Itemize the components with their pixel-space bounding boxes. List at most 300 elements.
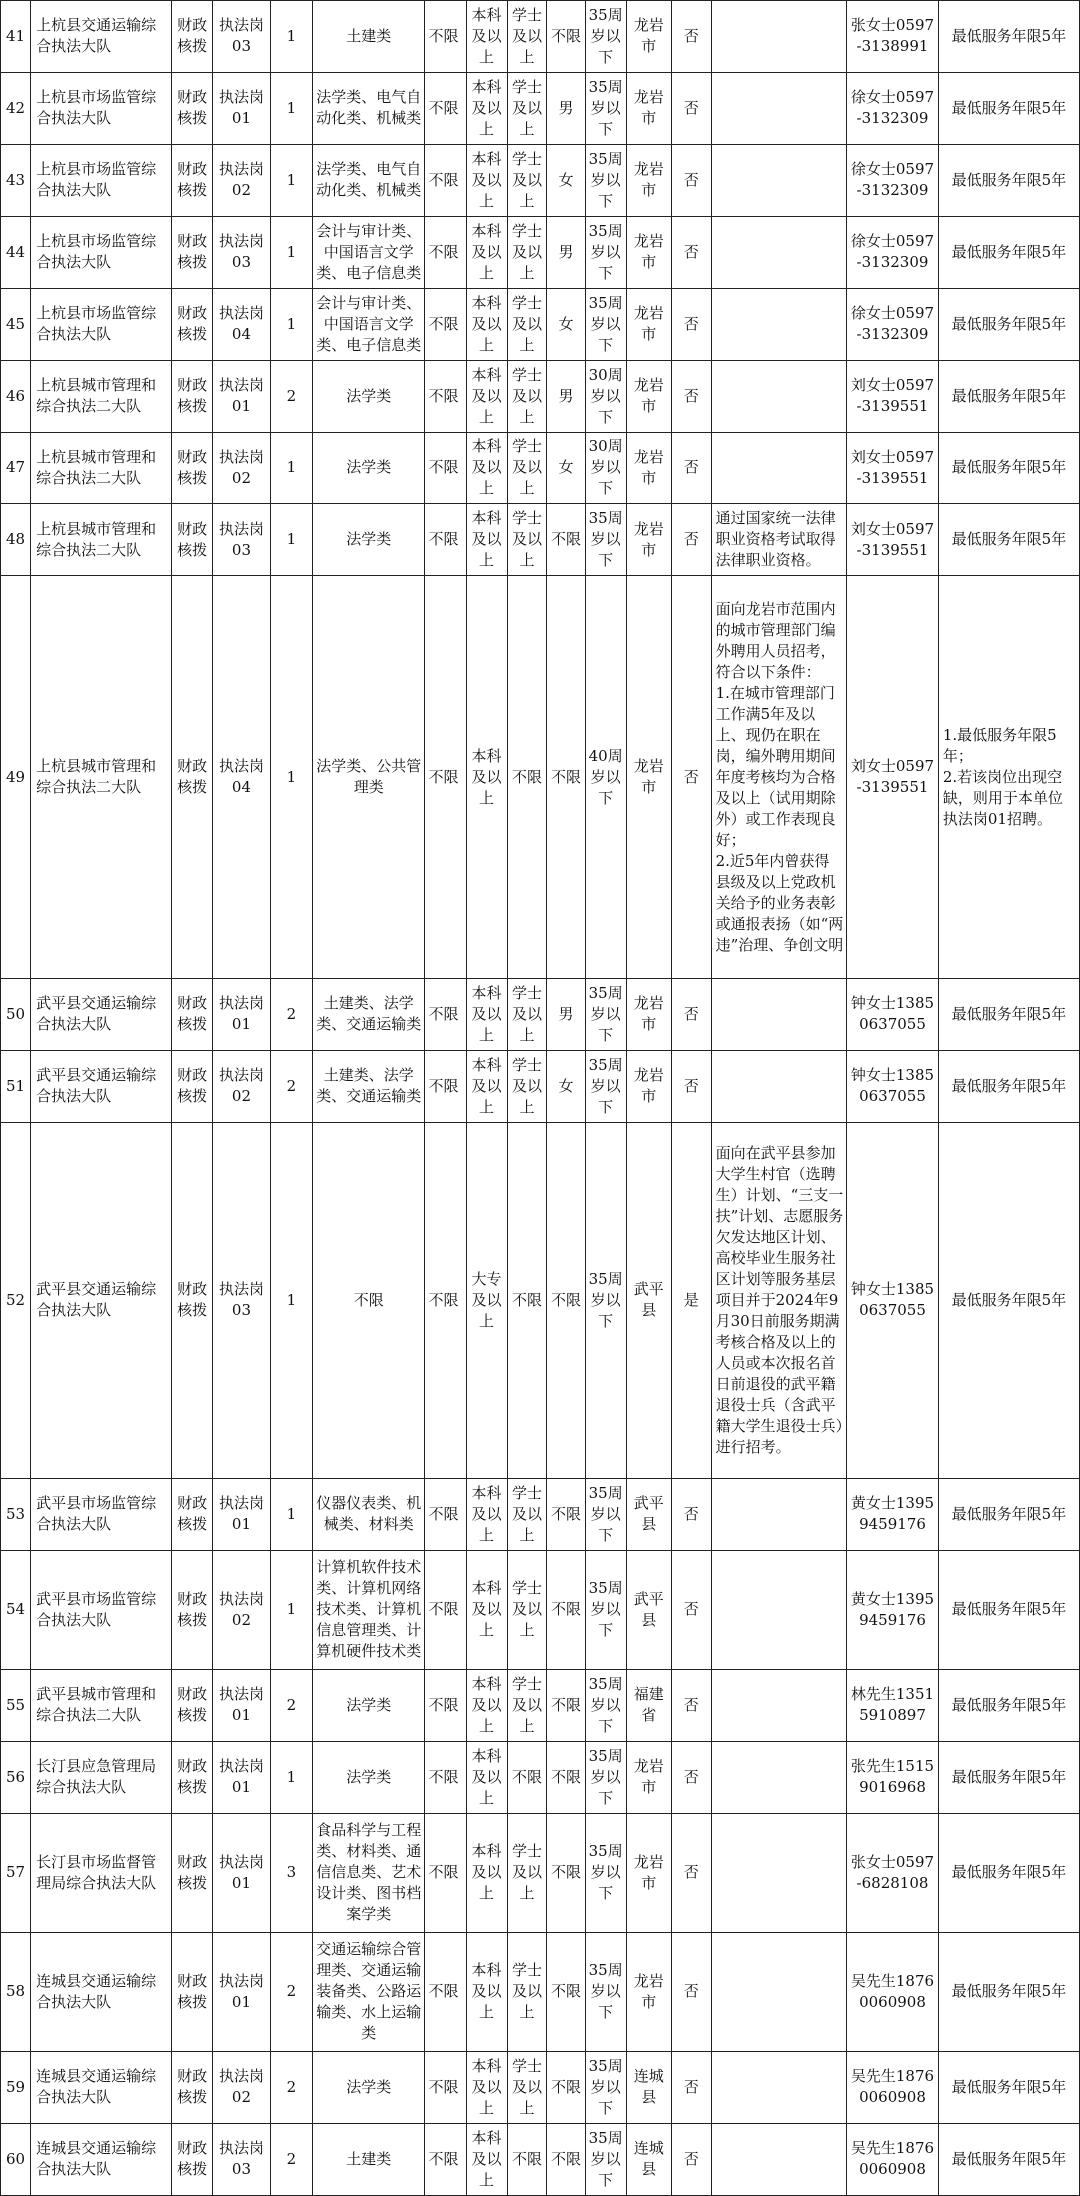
row-number-cell: 57: [1, 1813, 31, 1932]
other-requirement-cell: 不限: [425, 1669, 466, 1741]
unit-name-cell: 上杭县城市管理和综合执法二大队: [31, 504, 172, 576]
table-row: [1, 576, 1080, 978]
degree-cell: 学士及以上: [507, 432, 547, 504]
education-cell: 本科及以上: [466, 2051, 507, 2123]
funding-type-cell: 财政核拨: [172, 2123, 213, 2195]
unit-name-cell: 武平县交通运输综合执法大队: [31, 1122, 172, 1478]
funding-type-cell: 财政核拨: [172, 432, 213, 504]
post-code-cell: 执法岗03: [213, 504, 271, 576]
headcount-cell: 2: [270, 360, 312, 432]
gender-cell: 不限: [547, 1741, 585, 1813]
gender-cell: 不限: [547, 2123, 585, 2195]
education-cell: 本科及以上: [466, 978, 507, 1050]
conditions-note-cell: [711, 144, 847, 216]
household-region-cell: 武平县: [626, 1550, 671, 1669]
remark-cell: 最低服务年限5年: [938, 2123, 1079, 2195]
age-limit-cell: 35周岁以下: [585, 1669, 626, 1741]
degree-cell: 学士及以上: [507, 1478, 547, 1550]
conditions-note-cell: [711, 1932, 847, 2051]
gender-cell: 不限: [547, 1122, 585, 1478]
degree-cell: 不限: [507, 576, 547, 978]
household-region-cell: 龙岩市: [626, 1741, 671, 1813]
other-requirement-cell: 不限: [425, 360, 466, 432]
other-requirement-cell: 不限: [425, 1478, 466, 1550]
age-limit-cell: 35周岁以下: [585, 1122, 626, 1478]
gender-cell: 女: [547, 432, 585, 504]
degree-cell: 学士及以上: [507, 1932, 547, 2051]
post-code-cell: 执法岗01: [213, 1741, 271, 1813]
contact-cell: 黄女士13959459176: [847, 1478, 939, 1550]
contact-cell: 钟女士13850637055: [847, 1050, 939, 1122]
funding-type-cell: 财政核拨: [172, 144, 213, 216]
education-cell: 本科及以上: [466, 72, 507, 144]
major-requirement-cell: 计算机软件技术类、计算机网络技术类、计算机信息管理类、计算机硬件技术类: [313, 1550, 425, 1669]
row-number-cell: 53: [1, 1478, 31, 1550]
degree-cell: 学士及以上: [507, 360, 547, 432]
unit-name-cell: 武平县交通运输综合执法大队: [31, 1050, 172, 1122]
age-limit-cell: 35周岁以下: [585, 1478, 626, 1550]
degree-cell: 学士及以上: [507, 1050, 547, 1122]
contact-cell: 吴先生18760060908: [847, 2123, 939, 2195]
age-limit-cell: 35周岁以下: [585, 1050, 626, 1122]
education-cell: 本科及以上: [466, 432, 507, 504]
table-row: [1, 1, 1080, 73]
table-row: [1, 1550, 1080, 1669]
post-code-cell: 执法岗01: [213, 1478, 271, 1550]
row-number-cell: 59: [1, 2051, 31, 2123]
unit-name-cell: 武平县城市管理和综合执法二大队: [31, 1669, 172, 1741]
directional-cell: 否: [671, 1932, 711, 2051]
post-code-cell: 执法岗02: [213, 1050, 271, 1122]
headcount-cell: 2: [270, 2051, 312, 2123]
post-code-cell: 执法岗01: [213, 1813, 271, 1932]
post-code-cell: 执法岗01: [213, 978, 271, 1050]
remark-cell: 最低服务年限5年: [938, 1478, 1079, 1550]
headcount-cell: 2: [270, 2123, 312, 2195]
remark-cell: 最低服务年限5年: [938, 1669, 1079, 1741]
post-code-cell: 执法岗02: [213, 144, 271, 216]
headcount-cell: 2: [270, 1932, 312, 2051]
remark-cell: 最低服务年限5年: [938, 1932, 1079, 2051]
headcount-cell: 1: [270, 1122, 312, 1478]
conditions-note-cell: [711, 1550, 847, 1669]
directional-cell: 否: [671, 144, 711, 216]
major-requirement-cell: 会计与审计类、中国语言文学类、电子信息类: [313, 216, 425, 288]
age-limit-cell: 35周岁以下: [585, 2051, 626, 2123]
gender-cell: 不限: [547, 1550, 585, 1669]
directional-cell: 否: [671, 1741, 711, 1813]
conditions-note-cell: [711, 1669, 847, 1741]
table-row: [1, 1669, 1080, 1741]
headcount-cell: 1: [270, 576, 312, 978]
education-cell: 本科及以上: [466, 504, 507, 576]
table-row: [1, 432, 1080, 504]
degree-cell: 不限: [507, 2123, 547, 2195]
contact-cell: 吴先生18760060908: [847, 2051, 939, 2123]
contact-cell: 刘女士0597-3139551: [847, 360, 939, 432]
post-code-cell: 执法岗04: [213, 288, 271, 360]
conditions-note-cell: 面向在武平县参加大学生村官（选聘生）计划、“三支一扶”计划、志愿服务欠发达地区计划、高校毕业生服务社区计划等服务基层项目并于2024年9月30日前服务期满考核合格及以上的人员或本次报名首日前退役的武平籍退役士兵（含武平籍大学生退役士兵）进行招考。: [711, 1122, 847, 1478]
table-row: [1, 1122, 1080, 1478]
funding-type-cell: 财政核拨: [172, 360, 213, 432]
conditions-note-cell: [711, 1813, 847, 1932]
major-requirement-cell: 土建类、法学类、交通运输类: [313, 1050, 425, 1122]
table-body: [1, 1, 1080, 2196]
major-requirement-cell: 土建类: [313, 1, 425, 73]
conditions-note-cell: [711, 1478, 847, 1550]
unit-name-cell: 上杭县市场监管综合执法大队: [31, 288, 172, 360]
table-row: [1, 2123, 1080, 2195]
age-limit-cell: 35周岁以下: [585, 216, 626, 288]
age-limit-cell: 35周岁以下: [585, 1, 626, 73]
contact-cell: 张女士0597-3138991: [847, 1, 939, 73]
contact-cell: 刘女士0597-3139551: [847, 576, 939, 978]
funding-type-cell: 财政核拨: [172, 72, 213, 144]
gender-cell: 不限: [547, 1, 585, 73]
degree-cell: 学士及以上: [507, 2051, 547, 2123]
row-number-cell: 55: [1, 1669, 31, 1741]
education-cell: 本科及以上: [466, 1, 507, 73]
major-requirement-cell: 法学类: [313, 1741, 425, 1813]
household-region-cell: 龙岩市: [626, 1, 671, 73]
household-region-cell: 福建省: [626, 1669, 671, 1741]
directional-cell: 否: [671, 504, 711, 576]
major-requirement-cell: 法学类: [313, 2051, 425, 2123]
directional-cell: 否: [671, 576, 711, 978]
remark-cell: 最低服务年限5年: [938, 1741, 1079, 1813]
row-number-cell: 51: [1, 1050, 31, 1122]
other-requirement-cell: 不限: [425, 504, 466, 576]
major-requirement-cell: 法学类、公共管理类: [313, 576, 425, 978]
major-requirement-cell: 法学类: [313, 432, 425, 504]
table-row: [1, 144, 1080, 216]
funding-type-cell: 财政核拨: [172, 216, 213, 288]
headcount-cell: 1: [270, 432, 312, 504]
age-limit-cell: 40周岁以下: [585, 576, 626, 978]
row-number-cell: 50: [1, 978, 31, 1050]
degree-cell: 学士及以上: [507, 144, 547, 216]
unit-name-cell: 上杭县市场监管综合执法大队: [31, 216, 172, 288]
other-requirement-cell: 不限: [425, 1932, 466, 2051]
conditions-note-cell: [711, 1050, 847, 1122]
other-requirement-cell: 不限: [425, 1050, 466, 1122]
headcount-cell: 2: [270, 1050, 312, 1122]
gender-cell: 不限: [547, 576, 585, 978]
post-code-cell: 执法岗01: [213, 72, 271, 144]
row-number-cell: 44: [1, 216, 31, 288]
other-requirement-cell: 不限: [425, 1741, 466, 1813]
gender-cell: 男: [547, 360, 585, 432]
directional-cell: 否: [671, 1550, 711, 1669]
table-row: [1, 216, 1080, 288]
education-cell: 本科及以上: [466, 1050, 507, 1122]
remark-cell: 最低服务年限5年: [938, 2051, 1079, 2123]
household-region-cell: 连城县: [626, 2123, 671, 2195]
unit-name-cell: 连城县交通运输综合执法大队: [31, 2123, 172, 2195]
degree-cell: 学士及以上: [507, 978, 547, 1050]
directional-cell: 是: [671, 1122, 711, 1478]
age-limit-cell: 35周岁以下: [585, 144, 626, 216]
contact-cell: 林先生13515910897: [847, 1669, 939, 1741]
directional-cell: 否: [671, 1813, 711, 1932]
other-requirement-cell: 不限: [425, 2123, 466, 2195]
remark-cell: 最低服务年限5年: [938, 1813, 1079, 1932]
household-region-cell: 龙岩市: [626, 72, 671, 144]
post-code-cell: 执法岗02: [213, 1550, 271, 1669]
row-number-cell: 56: [1, 1741, 31, 1813]
remark-cell: 1.最低服务年限5年； 2.若该岗位出现空缺，则用于本单位执法岗01招聘。: [938, 576, 1079, 978]
degree-cell: 学士及以上: [507, 1, 547, 73]
contact-cell: 徐女士0597-3132309: [847, 144, 939, 216]
other-requirement-cell: 不限: [425, 144, 466, 216]
conditions-note-cell: [711, 432, 847, 504]
other-requirement-cell: 不限: [425, 2051, 466, 2123]
unit-name-cell: 上杭县市场监管综合执法大队: [31, 72, 172, 144]
education-cell: 本科及以上: [466, 144, 507, 216]
degree-cell: 学士及以上: [507, 72, 547, 144]
household-region-cell: 连城县: [626, 2051, 671, 2123]
post-code-cell: 执法岗01: [213, 1669, 271, 1741]
remark-cell: 最低服务年限5年: [938, 216, 1079, 288]
other-requirement-cell: 不限: [425, 1, 466, 73]
conditions-note-cell: 面向龙岩市范围内的城市管理部门编外聘用人员招考，符合以下条件： 1.在城市管理部门工作满5年及以上、现仍在职在岗，编外聘用期间年度考核均为合格及以上（试用期除外）或工作表现良好； 2.近5年内曾获得县级及以上党政机关给予的业务表彰或通报表扬（如“两违”治理、争创文明: [711, 576, 847, 978]
funding-type-cell: 财政核拨: [172, 1122, 213, 1478]
major-requirement-cell: 法学类、电气自动化类、机械类: [313, 72, 425, 144]
education-cell: 大专及以上: [466, 1122, 507, 1478]
directional-cell: 否: [671, 978, 711, 1050]
education-cell: 本科及以上: [466, 1478, 507, 1550]
remark-cell: 最低服务年限5年: [938, 1, 1079, 73]
household-region-cell: 武平县: [626, 1478, 671, 1550]
unit-name-cell: 武平县市场监管综合执法大队: [31, 1478, 172, 1550]
household-region-cell: 龙岩市: [626, 1050, 671, 1122]
gender-cell: 男: [547, 978, 585, 1050]
household-region-cell: 龙岩市: [626, 288, 671, 360]
unit-name-cell: 上杭县城市管理和综合执法二大队: [31, 576, 172, 978]
contact-cell: 徐女士0597-3132309: [847, 288, 939, 360]
age-limit-cell: 35周岁以下: [585, 1741, 626, 1813]
remark-cell: 最低服务年限5年: [938, 432, 1079, 504]
funding-type-cell: 财政核拨: [172, 1932, 213, 2051]
post-code-cell: 执法岗01: [213, 360, 271, 432]
conditions-note-cell: [711, 1741, 847, 1813]
headcount-cell: 1: [270, 216, 312, 288]
row-number-cell: 60: [1, 2123, 31, 2195]
degree-cell: 学士及以上: [507, 1813, 547, 1932]
other-requirement-cell: 不限: [425, 1550, 466, 1669]
gender-cell: 女: [547, 144, 585, 216]
funding-type-cell: 财政核拨: [172, 1813, 213, 1932]
education-cell: 本科及以上: [466, 1669, 507, 1741]
table-row: [1, 360, 1080, 432]
gender-cell: 男: [547, 72, 585, 144]
table-row: [1, 1932, 1080, 2051]
table-row: [1, 1813, 1080, 1932]
funding-type-cell: 财政核拨: [172, 1050, 213, 1122]
funding-type-cell: 财政核拨: [172, 288, 213, 360]
degree-cell: 学士及以上: [507, 216, 547, 288]
household-region-cell: 龙岩市: [626, 1813, 671, 1932]
post-code-cell: 执法岗04: [213, 576, 271, 978]
row-number-cell: 46: [1, 360, 31, 432]
gender-cell: 不限: [547, 2051, 585, 2123]
row-number-cell: 43: [1, 144, 31, 216]
remark-cell: 最低服务年限5年: [938, 1050, 1079, 1122]
contact-cell: 张先生15159016968: [847, 1741, 939, 1813]
other-requirement-cell: 不限: [425, 1813, 466, 1932]
post-code-cell: 执法岗03: [213, 216, 271, 288]
headcount-cell: 1: [270, 144, 312, 216]
education-cell: 本科及以上: [466, 288, 507, 360]
remark-cell: 最低服务年限5年: [938, 504, 1079, 576]
row-number-cell: 52: [1, 1122, 31, 1478]
age-limit-cell: 35周岁以下: [585, 72, 626, 144]
row-number-cell: 47: [1, 432, 31, 504]
remark-cell: 最低服务年限5年: [938, 288, 1079, 360]
contact-cell: 刘女士0597-3139551: [847, 432, 939, 504]
unit-name-cell: 上杭县城市管理和综合执法二大队: [31, 432, 172, 504]
row-number-cell: 49: [1, 576, 31, 978]
age-limit-cell: 35周岁以下: [585, 2123, 626, 2195]
education-cell: 本科及以上: [466, 216, 507, 288]
funding-type-cell: 财政核拨: [172, 1478, 213, 1550]
funding-type-cell: 财政核拨: [172, 1669, 213, 1741]
row-number-cell: 48: [1, 504, 31, 576]
household-region-cell: 龙岩市: [626, 216, 671, 288]
gender-cell: 男: [547, 216, 585, 288]
education-cell: 本科及以上: [466, 576, 507, 978]
degree-cell: 学士及以上: [507, 288, 547, 360]
major-requirement-cell: 不限: [313, 1122, 425, 1478]
gender-cell: 不限: [547, 504, 585, 576]
headcount-cell: 2: [270, 978, 312, 1050]
remark-cell: 最低服务年限5年: [938, 1550, 1079, 1669]
other-requirement-cell: 不限: [425, 72, 466, 144]
row-number-cell: 45: [1, 288, 31, 360]
other-requirement-cell: 不限: [425, 216, 466, 288]
other-requirement-cell: 不限: [425, 1122, 466, 1478]
household-region-cell: 龙岩市: [626, 978, 671, 1050]
table-row: [1, 1050, 1080, 1122]
contact-cell: 钟女士13850637055: [847, 978, 939, 1050]
directional-cell: 否: [671, 216, 711, 288]
household-region-cell: 武平县: [626, 1122, 671, 1478]
post-code-cell: 执法岗02: [213, 2051, 271, 2123]
directional-cell: 否: [671, 2123, 711, 2195]
contact-cell: 刘女士0597-3139551: [847, 504, 939, 576]
age-limit-cell: 35周岁以下: [585, 1813, 626, 1932]
directional-cell: 否: [671, 288, 711, 360]
conditions-note-cell: [711, 2123, 847, 2195]
table-row: [1, 288, 1080, 360]
funding-type-cell: 财政核拨: [172, 1741, 213, 1813]
post-code-cell: 执法岗03: [213, 1, 271, 73]
age-limit-cell: 35周岁以下: [585, 288, 626, 360]
funding-type-cell: 财政核拨: [172, 2051, 213, 2123]
major-requirement-cell: 会计与审计类、中国语言文学类、电子信息类: [313, 288, 425, 360]
major-requirement-cell: 法学类: [313, 360, 425, 432]
major-requirement-cell: 仪器仪表类、机械类、材料类: [313, 1478, 425, 1550]
post-code-cell: 执法岗01: [213, 1932, 271, 2051]
conditions-note-cell: [711, 360, 847, 432]
education-cell: 本科及以上: [466, 1550, 507, 1669]
contact-cell: 黄女士13959459176: [847, 1550, 939, 1669]
conditions-note-cell: [711, 1, 847, 73]
major-requirement-cell: 土建类、法学类、交通运输类: [313, 978, 425, 1050]
education-cell: 本科及以上: [466, 2123, 507, 2195]
gender-cell: 不限: [547, 1813, 585, 1932]
major-requirement-cell: 交通运输综合管理类、交通运输装备类、公路运输类、水上运输类: [313, 1932, 425, 2051]
contact-cell: 钟女士13850637055: [847, 1122, 939, 1478]
contact-cell: 吴先生18760060908: [847, 1932, 939, 2051]
unit-name-cell: 武平县市场监管综合执法大队: [31, 1550, 172, 1669]
household-region-cell: 龙岩市: [626, 432, 671, 504]
post-code-cell: 执法岗03: [213, 1122, 271, 1478]
unit-name-cell: 连城县交通运输综合执法大队: [31, 2051, 172, 2123]
table-row: [1, 504, 1080, 576]
gender-cell: 女: [547, 1050, 585, 1122]
row-number-cell: 41: [1, 1, 31, 73]
unit-name-cell: 武平县交通运输综合执法大队: [31, 978, 172, 1050]
remark-cell: 最低服务年限5年: [938, 144, 1079, 216]
other-requirement-cell: 不限: [425, 432, 466, 504]
post-code-cell: 执法岗02: [213, 432, 271, 504]
unit-name-cell: 上杭县市场监管综合执法大队: [31, 144, 172, 216]
table-row: [1, 1478, 1080, 1550]
contact-cell: 徐女士0597-3132309: [847, 216, 939, 288]
contact-cell: 徐女士0597-3132309: [847, 72, 939, 144]
gender-cell: 不限: [547, 1478, 585, 1550]
conditions-note-cell: [711, 72, 847, 144]
gender-cell: 不限: [547, 1932, 585, 2051]
major-requirement-cell: 食品科学与工程类、材料类、通信信息类、艺术设计类、图书档案学类: [313, 1813, 425, 1932]
directional-cell: 否: [671, 360, 711, 432]
table-row: [1, 1741, 1080, 1813]
headcount-cell: 3: [270, 1813, 312, 1932]
directional-cell: 否: [671, 1, 711, 73]
remark-cell: 最低服务年限5年: [938, 978, 1079, 1050]
major-requirement-cell: 法学类、电气自动化类、机械类: [313, 144, 425, 216]
conditions-note-cell: 通过国家统一法律职业资格考试取得法律职业资格。: [711, 504, 847, 576]
contact-cell: 张女士0597-6828108: [847, 1813, 939, 1932]
funding-type-cell: 财政核拨: [172, 978, 213, 1050]
major-requirement-cell: 土建类: [313, 2123, 425, 2195]
household-region-cell: 龙岩市: [626, 1932, 671, 2051]
funding-type-cell: 财政核拨: [172, 1550, 213, 1669]
education-cell: 本科及以上: [466, 1813, 507, 1932]
headcount-cell: 2: [270, 1669, 312, 1741]
major-requirement-cell: 法学类: [313, 504, 425, 576]
headcount-cell: 1: [270, 288, 312, 360]
other-requirement-cell: 不限: [425, 288, 466, 360]
funding-type-cell: 财政核拨: [172, 576, 213, 978]
conditions-note-cell: [711, 978, 847, 1050]
remark-cell: 最低服务年限5年: [938, 72, 1079, 144]
gender-cell: 不限: [547, 1669, 585, 1741]
unit-name-cell: 上杭县城市管理和综合执法二大队: [31, 360, 172, 432]
other-requirement-cell: 不限: [425, 576, 466, 978]
table-row: [1, 978, 1080, 1050]
unit-name-cell: 上杭县交通运输综合执法大队: [31, 1, 172, 73]
headcount-cell: 1: [270, 1550, 312, 1669]
age-limit-cell: 35周岁以下: [585, 1550, 626, 1669]
directional-cell: 否: [671, 432, 711, 504]
headcount-cell: 1: [270, 72, 312, 144]
education-cell: 本科及以上: [466, 1741, 507, 1813]
age-limit-cell: 35周岁以下: [585, 978, 626, 1050]
remark-cell: 最低服务年限5年: [938, 1122, 1079, 1478]
row-number-cell: 58: [1, 1932, 31, 2051]
